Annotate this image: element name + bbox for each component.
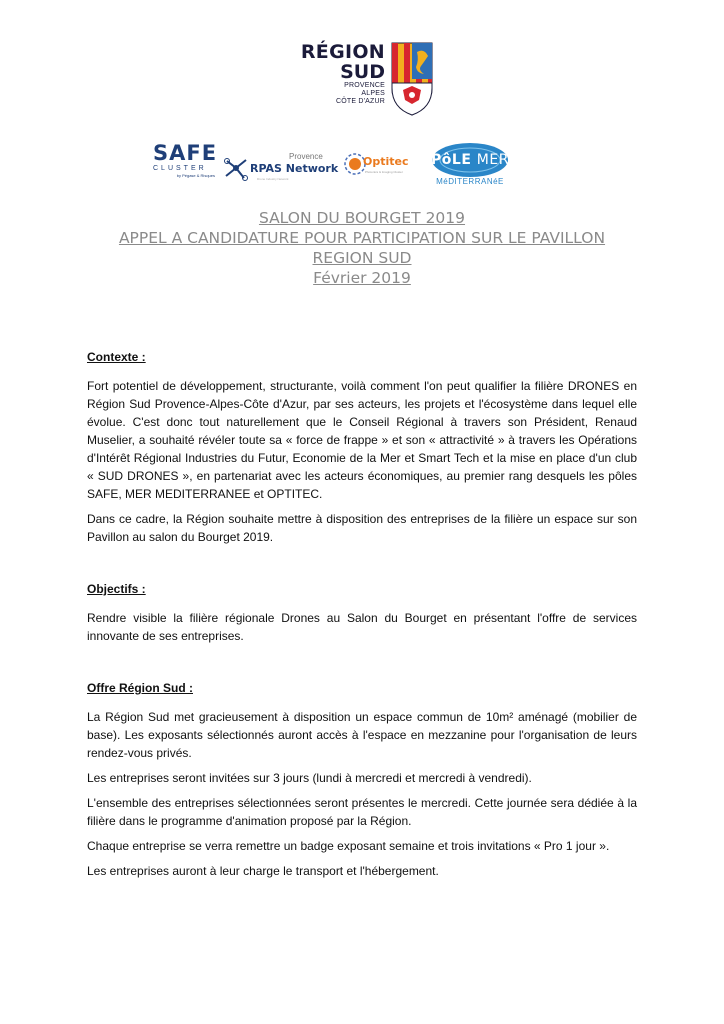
- section-heading-objectifs: Objectifs :: [87, 582, 146, 596]
- section-heading-offre: Offre Région Sud :: [87, 681, 193, 695]
- objectifs-paragraph-1: Rendre visible la filière régionale Drones au Salon du Bourget en présentant l'offre de services innovante de ses entreprises.: [87, 611, 637, 643]
- title-line-1: SALON DU BOURGET 2019: [258, 209, 466, 227]
- rpas-logo-name: RPAS Network: [250, 162, 339, 175]
- region-logo-line1: RÉGION: [300, 41, 385, 63]
- pole-mer-logo-pole: PôLE: [431, 152, 472, 168]
- optitec-logo-sub: Photonics & Imaging Cluster: [365, 170, 403, 174]
- safe-logo-cluster: CLUSTER: [153, 165, 207, 172]
- region-logo-sub1: PROVENCE: [344, 82, 385, 89]
- title-line-4: Février 2019: [313, 269, 411, 287]
- title-line-3: REGION SUD: [312, 249, 412, 267]
- pole-mer-logo: [430, 142, 510, 194]
- region-logo-line2: SUD: [340, 61, 385, 83]
- safe-cluster-logo: [153, 141, 218, 188]
- contexte-paragraph-1: Fort potentiel de développement, structurante, voilà comment l'on peut qualifier la filière DRONES en Région Sud Provence-Alpes-Côte d'Azur, par ses acteurs, les projets et l'écosystème dans lequel elle évolue. C'est donc tout naturellement que le Conseil Régional à travers son Président, Renaud Muselier, a souhaité révéler toute sa « force de frappe » et son « attractivité » à travers les Opérations d'Intérêt Régional Industries du Futur, Economie de la Mer et Smart Tech et la mise en place d'un club « SUD DRONES », en partenariat avec les acteurs économiques, au premier rang desquels les pôles SAFE, MER MEDITERRANEE et OPTITEC.: [87, 379, 637, 501]
- safe-logo-word: SAFE: [153, 141, 218, 165]
- contexte-paragraph-2: Dans ce cadre, la Région souhaite mettre à disposition des entreprises de la filière un espace sur son Pavillon au salon du Bourget 2019.: [87, 512, 637, 544]
- offre-paragraph-4: Chaque entreprise se verra remettre un badge exposant semaine et trois invitations « Pro 1 jour ».: [87, 839, 610, 853]
- region-shield-icon: [391, 42, 433, 116]
- rpas-logo-provence: Provence: [289, 152, 323, 161]
- optitec-logo-name: Optitec: [363, 155, 409, 168]
- pole-mer-logo-sub: MéDITERRANéE: [436, 177, 504, 186]
- region-logo-text: [285, 42, 391, 120]
- optitec-logo: [343, 150, 418, 180]
- title-line-2: APPEL A CANDIDATURE POUR PARTICIPATION SUR LE PAVILLON: [118, 229, 606, 247]
- rpas-logo-sub: Drone Industry Network: [257, 177, 289, 181]
- pole-mer-logo-mer: MER: [476, 152, 509, 168]
- offre-paragraph-3: L'ensemble des entreprises sélectionnées seront présentes le mercredi. Cette journée sera dédiée à la filière dans le programme d'animation proposé par la Région.: [87, 796, 637, 828]
- region-logo-sub3: CÔTE D'AZUR: [335, 98, 385, 105]
- safe-logo-tag: by Pégase & Risques: [176, 173, 215, 178]
- region-logo-sub2: ALPES: [361, 90, 385, 97]
- drone-icon: [223, 156, 249, 182]
- offre-paragraph-2: Les entreprises seront invitées sur 3 jours (lundi à mercredi et mercredi à vendredi).: [87, 771, 532, 785]
- offre-paragraph-1: La Région Sud met gracieusement à disposition un espace commun de 10m² aménagé (mobilier de base). Les exposants sélectionnés auront accès à l'espace en mezzanine pour l'organisation de leurs rendez-vous privés.: [87, 710, 637, 760]
- offre-paragraph-5: Les entreprises auront à leur charge le transport et l'hébergement.: [87, 864, 439, 878]
- rpas-network-logo: [223, 152, 339, 188]
- region-sud-logo: [285, 42, 435, 120]
- partner-logos: [0, 140, 724, 196]
- pole-mer-logo-word: [430, 152, 510, 168]
- document-body: [87, 348, 637, 880]
- section-heading-contexte: Contexte :: [87, 350, 146, 364]
- document-title: [0, 208, 724, 288]
